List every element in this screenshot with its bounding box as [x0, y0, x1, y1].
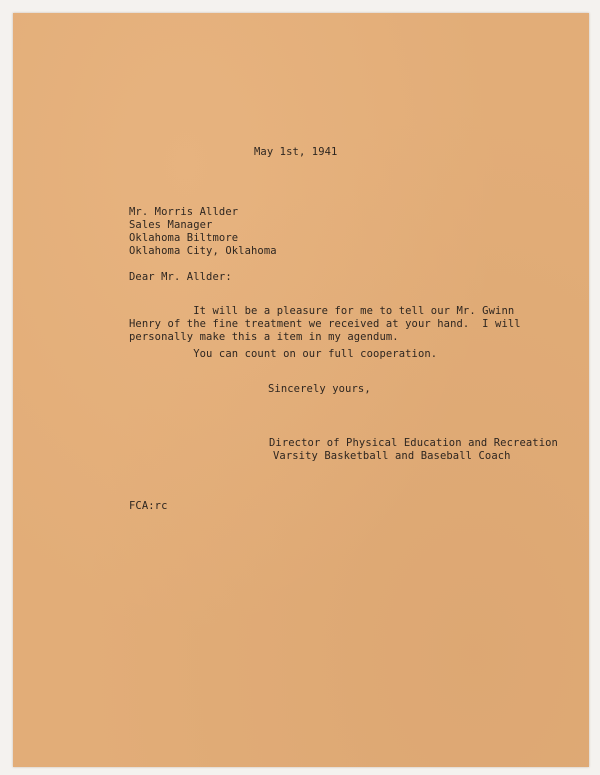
recipient-city: Oklahoma City, Oklahoma: [129, 245, 277, 257]
letter-page: [13, 13, 589, 767]
reference-initials: FCA:rc: [129, 500, 168, 512]
salutation: Dear Mr. Allder:: [129, 271, 232, 283]
body-paragraph-2: You can count on our full cooperation.: [129, 348, 438, 360]
signature-title-2: Varsity Basketball and Baseball Coach: [273, 450, 511, 462]
recipient-organization: Oklahoma Biltmore: [129, 232, 239, 244]
body-line-3: personally make this a item in my agendum.: [129, 331, 399, 343]
closing: Sincerely yours,: [268, 383, 371, 395]
signature-title-1: Director of Physical Education and Recreation: [269, 437, 558, 449]
body-line-1: It will be a pleasure for me to tell our Mr. Gwinn: [129, 305, 515, 317]
recipient-name: Mr. Morris Allder: [129, 206, 239, 218]
body-line-2: Henry of the fine treatment we received at your hand. I will: [129, 318, 521, 330]
recipient-title: Sales Manager: [129, 219, 213, 231]
letter-date: May 1st, 1941: [254, 146, 338, 158]
